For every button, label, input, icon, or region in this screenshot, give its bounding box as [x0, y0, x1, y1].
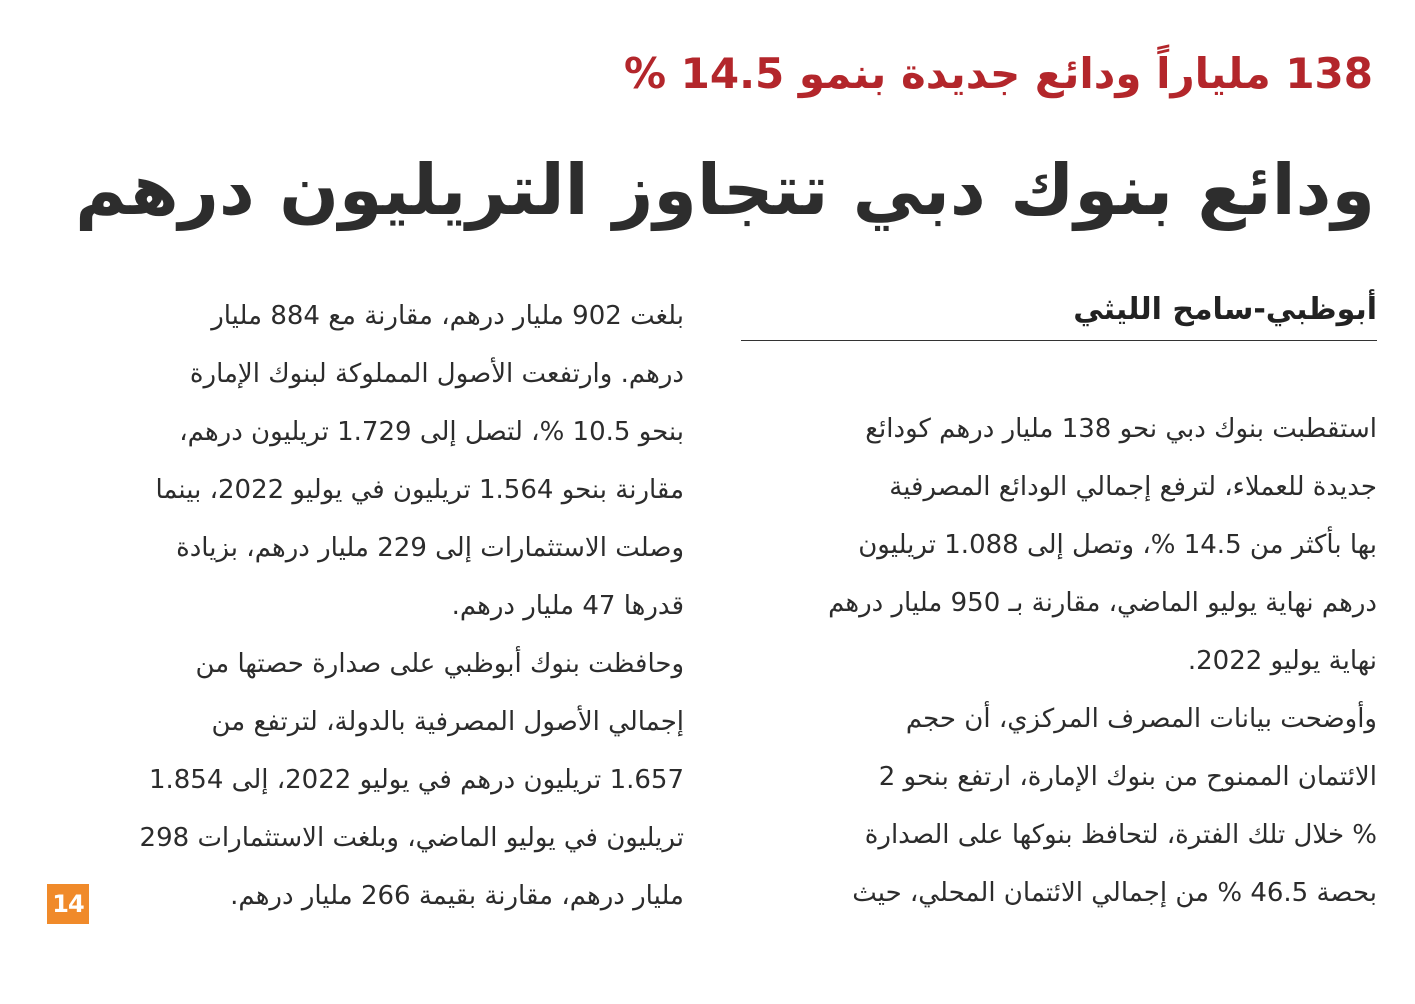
text-line: بحصة 46.5 % من إجمالي الائتمان المحلي، حيث	[852, 878, 1377, 908]
text-line: استقطبت بنوك دبي نحو 138 مليار درهم كودائع	[865, 414, 1377, 444]
article-column-right	[737, 400, 1377, 922]
text-line: جديدة للعملاء، لترفع إجمالي الودائع المصرفية	[889, 472, 1377, 502]
text-line: بنحو 10.5 %، لتصل إلى 1.729 تريليون درهم،	[179, 417, 684, 447]
text-line: مقارنة بنحو 1.564 تريليون في يوليو 2022، بينما	[155, 475, 684, 505]
text-line: إجمالي الأصول المصرفية بالدولة، لترتفع من	[211, 707, 684, 737]
text-line: 1.657 تريليون درهم في يوليو 2022، إلى 1.854	[148, 765, 684, 795]
text-line: تريليون في يوليو الماضي، وبلغت الاستثمارات 298	[139, 823, 684, 853]
article-kicker: 138 ملياراً ودائع جديدة بنمو 14.5 %	[623, 49, 1373, 98]
byline-divider	[741, 340, 1377, 341]
article-headline: ودائع بنوك دبي تتجاوز التريليون درهم	[75, 149, 1375, 231]
article-byline: أبوظبي-سامح الليثي	[1073, 292, 1377, 327]
text-line: وأوضحت بيانات المصرف المركزي، أن حجم	[905, 704, 1377, 734]
text-line: % خلال تلك الفترة، لتحافظ بنوكها على الصدارة	[864, 820, 1377, 850]
text-line: الائتمان الممنوح من بنوك الإمارة، ارتفع بنحو 2	[878, 762, 1377, 792]
text-line: وصلت الاستثمارات إلى 229 مليار درهم، بزيادة	[176, 533, 684, 563]
text-line: بها بأكثر من 14.5 %، وتصل إلى 1.088 تريليون	[858, 530, 1377, 560]
text-line: نهاية يوليو 2022.	[1187, 646, 1377, 676]
text-line: درهم نهاية يوليو الماضي، مقارنة بـ 950 مليار درهم	[828, 588, 1377, 618]
text-line: قدرها 47 مليار درهم.	[451, 591, 684, 621]
text-line: درهم. وارتفعت الأصول المملوكة لبنوك الإمارة	[189, 359, 684, 389]
text-line: وحافظت بنوك أبوظبي على صدارة حصتها من	[195, 649, 684, 679]
text-line: بلغت 902 مليار درهم، مقارنة مع 884 مليار	[211, 301, 684, 331]
page-number-badge: 14	[47, 884, 89, 924]
article-column-left	[48, 287, 684, 925]
text-line: مليار درهم، مقارنة بقيمة 266 مليار درهم.	[230, 881, 684, 911]
